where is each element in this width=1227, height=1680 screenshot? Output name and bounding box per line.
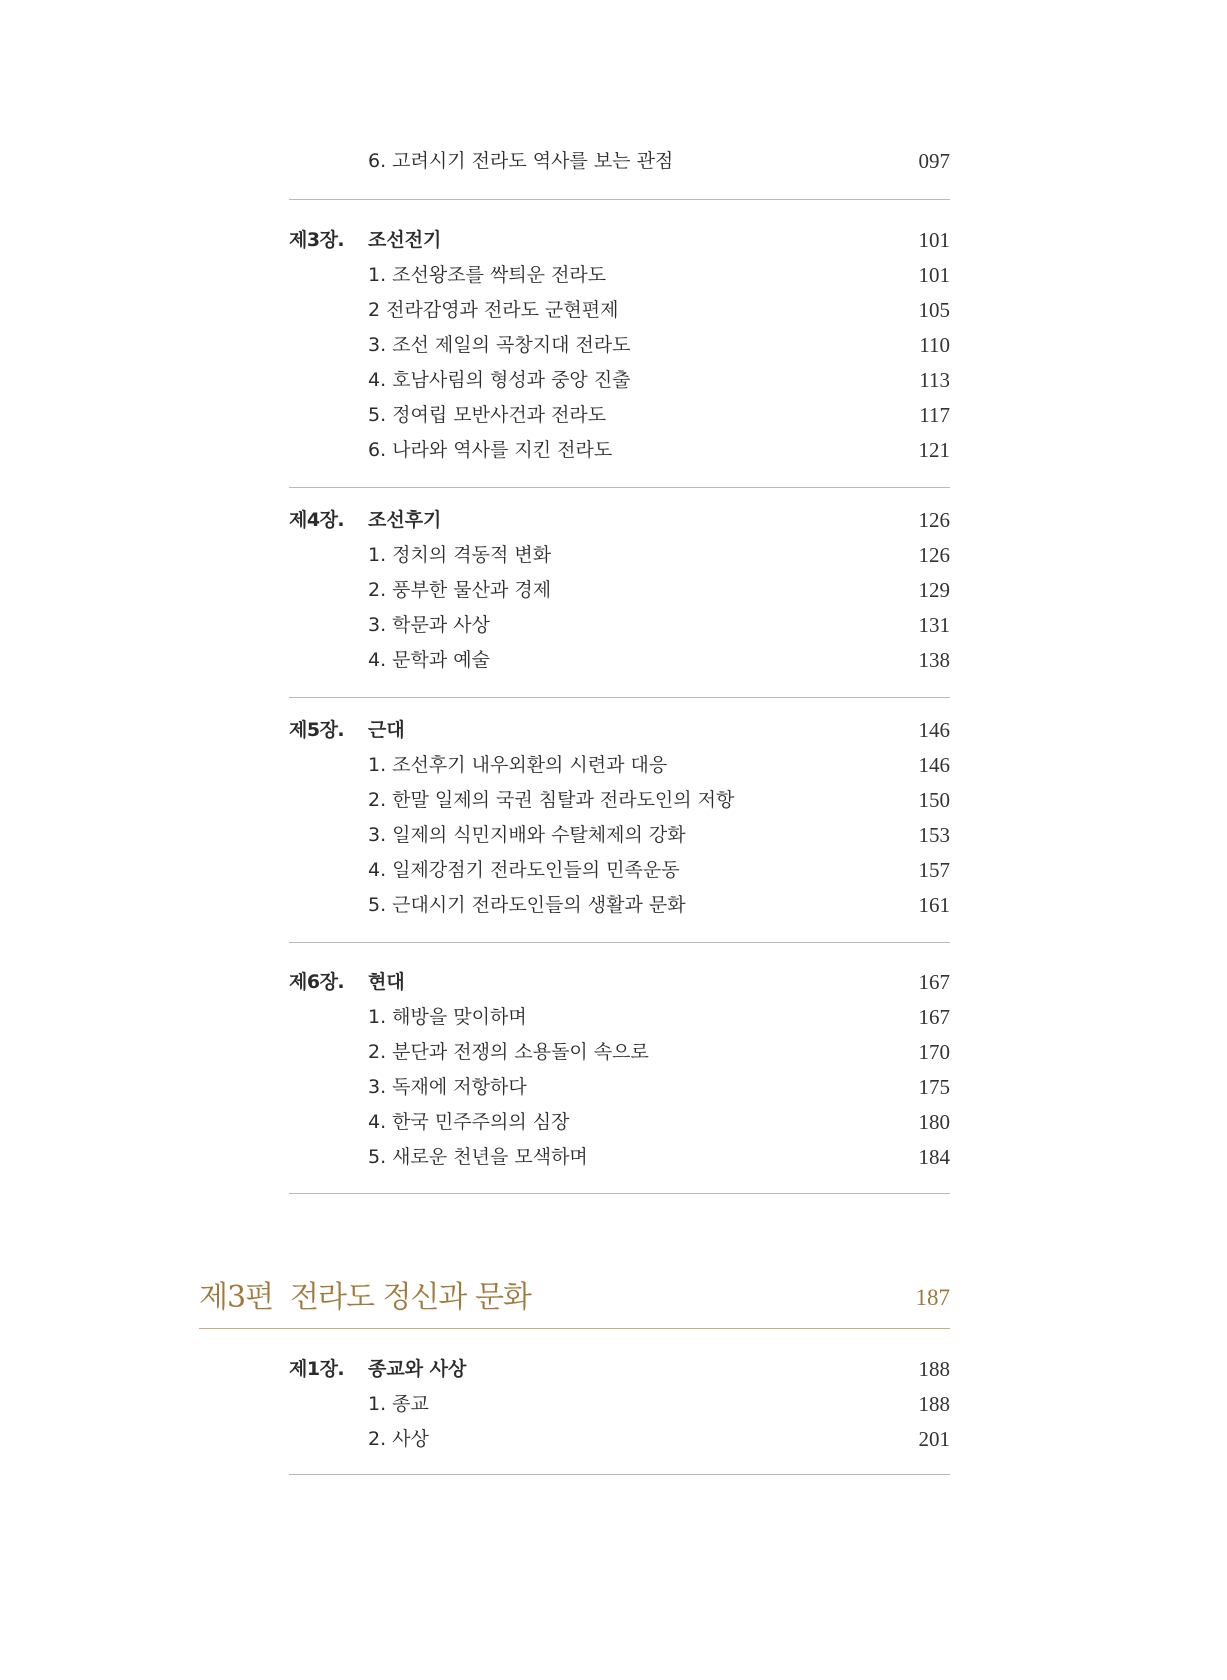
entry-page: 129: [918, 578, 950, 602]
entry-title: 3. 독재에 저항하다: [368, 1076, 527, 1098]
entry-title: 6. 나라와 역사를 지킨 전라도: [368, 439, 613, 461]
part-heading: [0, 1276, 1227, 1320]
entry-title: 1. 조선왕조를 싹틔운 전라도: [368, 264, 607, 286]
toc-entry: [0, 260, 1227, 290]
toc-entry: [0, 1072, 1227, 1102]
entry-page: 167: [918, 1005, 950, 1029]
toc-entry: [0, 1389, 1227, 1419]
entry-page: 150: [918, 788, 950, 812]
entry-page: 117: [919, 403, 950, 427]
entry-title: 1. 해방을 맞이하며: [368, 1006, 527, 1028]
chapter-page: 146: [918, 718, 950, 742]
entry-page: 157: [918, 858, 950, 882]
toc-entry: [0, 1037, 1227, 1067]
entry-page: 121: [918, 438, 950, 462]
entry-page: 146: [918, 753, 950, 777]
chapter-label: 제6장.: [289, 971, 345, 993]
chapter-heading: [0, 505, 1227, 535]
entry-page: 105: [918, 298, 950, 322]
toc-entry: [0, 146, 1227, 176]
entry-page: 175: [918, 1075, 950, 1099]
divider: [289, 942, 950, 943]
toc-entry: [0, 1107, 1227, 1137]
chapter-label: 제1장.: [289, 1358, 345, 1380]
entry-title: 1. 정치의 격동적 변화: [368, 544, 552, 566]
chapter-title: 현대: [368, 971, 405, 993]
divider: [289, 1193, 950, 1194]
entry-title: 3. 일제의 식민지배와 수탈체제의 강화: [368, 824, 686, 846]
chapter-title: 종교와 사상: [368, 1358, 467, 1380]
entry-page: 097: [918, 149, 950, 173]
entry-title: 3. 학문과 사상: [368, 614, 490, 636]
chapter-page: 126: [918, 508, 950, 532]
chapter-page: 101: [918, 228, 950, 252]
entry-title: 4. 일제강점기 전라도인들의 민족운동: [368, 859, 680, 881]
toc-entry: [0, 1142, 1227, 1172]
chapter-page: 188: [918, 1357, 950, 1381]
chapter-title: 조선후기: [368, 509, 442, 531]
entry-page: 131: [918, 613, 950, 637]
entry-title: 2. 한말 일제의 국권 침탈과 전라도인의 저항: [368, 789, 735, 811]
toc-entry: [0, 750, 1227, 780]
chapter-heading: [0, 225, 1227, 255]
entry-title: 2. 사상: [368, 1428, 429, 1450]
chapter-page: 167: [918, 970, 950, 994]
toc-entry: [0, 890, 1227, 920]
entry-page: 153: [918, 823, 950, 847]
entry-page: 126: [918, 543, 950, 567]
entry-page: 110: [919, 333, 950, 357]
toc-entry: [0, 540, 1227, 570]
chapter-heading: [0, 967, 1227, 997]
toc-entry: [0, 400, 1227, 430]
toc-entry: [0, 820, 1227, 850]
chapter-title: 조선전기: [368, 229, 442, 251]
entry-title: 3. 조선 제일의 곡창지대 전라도: [368, 334, 631, 356]
entry-title: 4. 호남사림의 형성과 중앙 진출: [368, 369, 631, 391]
toc-entry: [0, 785, 1227, 815]
entry-page: 161: [918, 893, 950, 917]
toc-entry: [0, 1424, 1227, 1454]
toc-entry: [0, 1002, 1227, 1032]
entry-page: 113: [919, 368, 950, 392]
entry-title: 5. 새로운 천년을 모색하며: [368, 1146, 588, 1168]
divider: [289, 199, 950, 200]
chapter-label: 제4장.: [289, 509, 345, 531]
divider: [289, 697, 950, 698]
entry-title: 6. 고려시기 전라도 역사를 보는 관점: [368, 150, 674, 172]
part-page: 187: [915, 1285, 950, 1310]
entry-title: 2. 풍부한 물산과 경제: [368, 579, 552, 601]
divider: [289, 1474, 950, 1475]
toc-entry: [0, 575, 1227, 605]
entry-title: 5. 정여립 모반사건과 전라도: [368, 404, 607, 426]
entry-title: 1. 조선후기 내우외환의 시련과 대응: [368, 754, 668, 776]
chapter-label: 제3장.: [289, 229, 345, 251]
entry-page: 138: [918, 648, 950, 672]
entry-title: 1. 종교: [368, 1393, 429, 1415]
part-divider: [199, 1328, 950, 1329]
toc-entry: [0, 365, 1227, 395]
chapter-label: 제5장.: [289, 719, 345, 741]
entry-title: 2. 분단과 전쟁의 소용돌이 속으로: [368, 1041, 649, 1063]
entry-page: 188: [918, 1392, 950, 1416]
entry-title: 4. 한국 민주주의의 심장: [368, 1111, 570, 1133]
entry-page: 170: [918, 1040, 950, 1064]
entry-page: 101: [918, 263, 950, 287]
chapter-heading: [0, 1354, 1227, 1384]
entry-page: 184: [918, 1145, 950, 1169]
toc-entry: [0, 295, 1227, 325]
entry-page: 180: [918, 1110, 950, 1134]
toc-entry: [0, 330, 1227, 360]
entry-page: 201: [918, 1427, 950, 1451]
entry-title: 5. 근대시기 전라도인들의 생활과 문화: [368, 894, 686, 916]
entry-title: 2 전라감영과 전라도 군현편제: [368, 299, 619, 321]
toc-entry: [0, 855, 1227, 885]
toc-entry: [0, 645, 1227, 675]
chapter-title: 근대: [368, 719, 405, 741]
part-label: 제3편: [199, 1280, 274, 1315]
toc-entry: [0, 435, 1227, 465]
divider: [289, 487, 950, 488]
part-title: 전라도 정신과 문화: [290, 1280, 531, 1315]
entry-title: 4. 문학과 예술: [368, 649, 490, 671]
toc-entry: [0, 610, 1227, 640]
chapter-heading: [0, 715, 1227, 745]
